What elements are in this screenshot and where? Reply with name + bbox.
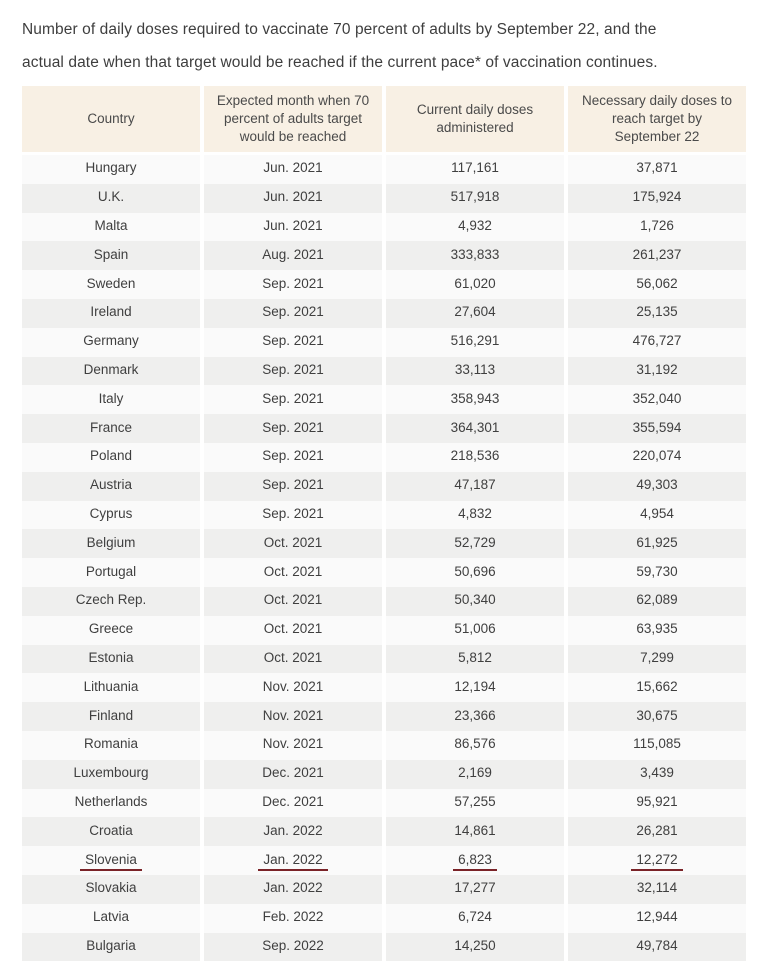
- vaccination-table: [22, 86, 746, 961]
- month-cell: [204, 270, 382, 299]
- month-cell: [204, 155, 382, 184]
- current-doses-cell: [386, 731, 564, 760]
- country-label: Poland: [89, 448, 133, 464]
- necessary-doses-value: 61,925: [636, 534, 678, 550]
- current-doses-cell: [386, 760, 564, 789]
- country-label: Austria: [89, 477, 133, 493]
- necessary-doses-cell: [568, 270, 746, 299]
- month-label: Aug. 2021: [262, 246, 324, 262]
- country-cell: [22, 702, 200, 731]
- country-cell: [22, 587, 200, 616]
- current-doses-value: 516,291: [450, 333, 500, 349]
- table-row: [22, 731, 746, 760]
- country-cell: [22, 817, 200, 846]
- current-doses-value: 57,255: [454, 793, 496, 809]
- country-cell: [22, 673, 200, 702]
- current-doses-cell: [386, 817, 564, 846]
- month-label: Sep. 2021: [262, 390, 324, 406]
- country-label: Malta: [94, 217, 128, 233]
- chart-title-line-2: actual date when that target would be reached if the current pace* of vaccination continues.: [22, 54, 658, 71]
- necessary-doses-cell: [568, 933, 746, 962]
- country-cell: [22, 789, 200, 818]
- necessary-doses-value: 476,727: [632, 333, 682, 349]
- month-label: Sep. 2021: [262, 448, 324, 464]
- country-label: Sweden: [86, 275, 136, 291]
- necessary-doses-value: 49,784: [636, 937, 678, 953]
- country-cell: [22, 241, 200, 270]
- month-label: Oct. 2021: [263, 621, 323, 637]
- necessary-doses-cell: [568, 587, 746, 616]
- table-row: [22, 760, 746, 789]
- current-doses-cell: [386, 904, 564, 933]
- month-label: Sep. 2022: [262, 937, 324, 953]
- country-cell: [22, 731, 200, 760]
- current-doses-value: 27,604: [454, 304, 496, 320]
- country-cell: [22, 558, 200, 587]
- table-header-current-doses: Current daily doses administered: [386, 86, 564, 152]
- month-label: Jan. 2022: [263, 880, 323, 896]
- table-row: [22, 875, 746, 904]
- current-doses-value: 5,812: [458, 649, 492, 665]
- current-doses-cell: [386, 385, 564, 414]
- necessary-doses-value: 355,594: [632, 419, 682, 435]
- month-cell: [204, 357, 382, 386]
- current-doses-value: 51,006: [454, 621, 496, 637]
- month-cell: [204, 529, 382, 558]
- current-doses-cell: [386, 414, 564, 443]
- necessary-doses-cell: [568, 184, 746, 213]
- country-cell: [22, 213, 200, 242]
- month-label: Sep. 2021: [262, 477, 324, 493]
- current-doses-cell: [386, 501, 564, 530]
- current-doses-value: 6,724: [458, 909, 492, 925]
- country-cell: [22, 846, 200, 875]
- current-doses-cell: [386, 645, 564, 674]
- necessary-doses-value: 220,074: [632, 448, 682, 464]
- current-doses-cell: [386, 846, 564, 875]
- month-cell: [204, 299, 382, 328]
- month-label: Dec. 2021: [262, 793, 324, 809]
- current-doses-cell: [386, 789, 564, 818]
- necessary-doses-cell: [568, 241, 746, 270]
- table-row: [22, 241, 746, 270]
- table-row: [22, 184, 746, 213]
- country-cell: [22, 529, 200, 558]
- current-doses-cell: [386, 155, 564, 184]
- necessary-doses-value: 12,272: [631, 851, 682, 871]
- current-doses-value: 47,187: [454, 477, 496, 493]
- necessary-doses-cell: [568, 760, 746, 789]
- current-doses-value: 4,932: [458, 217, 492, 233]
- necessary-doses-cell: [568, 645, 746, 674]
- country-label: Slovenia: [80, 851, 142, 871]
- necessary-doses-cell: [568, 702, 746, 731]
- necessary-doses-value: 31,192: [636, 361, 678, 377]
- month-cell: [204, 789, 382, 818]
- month-cell: [204, 385, 382, 414]
- table-row: [22, 443, 746, 472]
- table-header-country: Country: [22, 86, 200, 152]
- table-row: [22, 904, 746, 933]
- country-label: Denmark: [83, 361, 139, 377]
- necessary-doses-value: 30,675: [636, 707, 678, 723]
- month-cell: [204, 645, 382, 674]
- necessary-doses-value: 63,935: [636, 621, 678, 637]
- current-doses-value: 33,113: [454, 361, 496, 377]
- country-label: Spain: [93, 246, 129, 262]
- necessary-doses-cell: [568, 299, 746, 328]
- month-label: Sep. 2021: [262, 505, 324, 521]
- necessary-doses-value: 32,114: [636, 880, 678, 896]
- necessary-doses-value: 3,439: [640, 765, 674, 781]
- month-label: Sep. 2021: [262, 333, 324, 349]
- table-row: [22, 645, 746, 674]
- country-label: France: [89, 419, 133, 435]
- country-cell: [22, 904, 200, 933]
- table-row: [22, 328, 746, 357]
- month-cell: [204, 241, 382, 270]
- current-doses-value: 4,832: [458, 505, 492, 521]
- month-label: Nov. 2021: [262, 707, 324, 723]
- current-doses-value: 517,918: [450, 189, 500, 205]
- country-label: Netherlands: [74, 793, 148, 809]
- necessary-doses-value: 12,944: [636, 909, 678, 925]
- current-doses-value: 50,340: [454, 592, 496, 608]
- table-header-necessary-doses: Necessary daily doses to reach target by September 22: [568, 86, 746, 152]
- necessary-doses-cell: [568, 846, 746, 875]
- necessary-doses-value: 4,954: [640, 505, 674, 521]
- month-label: Jan. 2022: [263, 822, 323, 838]
- country-label: Bulgaria: [86, 937, 136, 953]
- necessary-doses-value: 59,730: [636, 563, 678, 579]
- chart-title-line-1: Number of daily doses required to vaccinate 70 percent of adults by September 22, and the: [22, 21, 657, 38]
- current-doses-value: 61,020: [454, 275, 496, 291]
- country-label: Italy: [98, 390, 124, 406]
- month-cell: [204, 558, 382, 587]
- necessary-doses-cell: [568, 213, 746, 242]
- current-doses-cell: [386, 270, 564, 299]
- necessary-doses-value: 56,062: [636, 275, 678, 291]
- necessary-doses-cell: [568, 328, 746, 357]
- country-cell: [22, 414, 200, 443]
- current-doses-value: 14,250: [454, 937, 496, 953]
- country-label: Estonia: [88, 649, 134, 665]
- month-label: Oct. 2021: [263, 592, 323, 608]
- current-doses-cell: [386, 702, 564, 731]
- month-label: Oct. 2021: [263, 534, 323, 550]
- table-row: [22, 270, 746, 299]
- current-doses-cell: [386, 587, 564, 616]
- country-cell: [22, 270, 200, 299]
- necessary-doses-value: 49,303: [636, 477, 678, 493]
- current-doses-cell: [386, 357, 564, 386]
- table-row: [22, 587, 746, 616]
- country-cell: [22, 155, 200, 184]
- current-doses-value: 23,366: [454, 707, 496, 723]
- current-doses-value: 17,277: [454, 880, 496, 896]
- country-label: Portugal: [85, 563, 137, 579]
- current-doses-value: 2,169: [458, 765, 492, 781]
- current-doses-value: 86,576: [454, 736, 496, 752]
- necessary-doses-cell: [568, 616, 746, 645]
- country-label: U.K.: [97, 189, 125, 205]
- current-doses-value: 333,833: [450, 246, 500, 262]
- table-header-row: [22, 86, 746, 152]
- necessary-doses-value: 115,085: [633, 736, 681, 752]
- necessary-doses-cell: [568, 904, 746, 933]
- necessary-doses-value: 15,662: [636, 678, 678, 694]
- country-label: Luxembourg: [73, 765, 149, 781]
- month-cell: [204, 933, 382, 962]
- current-doses-cell: [386, 241, 564, 270]
- table-row: [22, 789, 746, 818]
- country-cell: [22, 501, 200, 530]
- current-doses-cell: [386, 558, 564, 587]
- current-doses-cell: [386, 213, 564, 242]
- month-label: Nov. 2021: [262, 736, 324, 752]
- necessary-doses-value: 1,726: [640, 217, 674, 233]
- necessary-doses-cell: [568, 529, 746, 558]
- month-cell: [204, 673, 382, 702]
- necessary-doses-cell: [568, 472, 746, 501]
- current-doses-cell: [386, 184, 564, 213]
- current-doses-value: 358,943: [450, 390, 500, 406]
- table-row: [22, 501, 746, 530]
- month-label: Jun. 2021: [263, 160, 323, 176]
- country-cell: [22, 357, 200, 386]
- month-cell: [204, 443, 382, 472]
- necessary-doses-value: 95,921: [636, 793, 678, 809]
- current-doses-value: 52,729: [454, 534, 496, 550]
- necessary-doses-cell: [568, 875, 746, 904]
- necessary-doses-value: 175,924: [632, 189, 682, 205]
- current-doses-cell: [386, 299, 564, 328]
- month-cell: [204, 501, 382, 530]
- table-row: [22, 472, 746, 501]
- table-row: [22, 299, 746, 328]
- current-doses-cell: [386, 616, 564, 645]
- month-label: Sep. 2021: [262, 275, 324, 291]
- necessary-doses-cell: [568, 501, 746, 530]
- month-cell: [204, 616, 382, 645]
- month-cell: [204, 760, 382, 789]
- necessary-doses-value: 62,089: [636, 592, 678, 608]
- necessary-doses-cell: [568, 443, 746, 472]
- country-label: Germany: [83, 333, 139, 349]
- month-cell: [204, 328, 382, 357]
- month-cell: [204, 817, 382, 846]
- table-row: [22, 558, 746, 587]
- necessary-doses-cell: [568, 789, 746, 818]
- month-label: Sep. 2021: [262, 361, 324, 377]
- current-doses-value: 50,696: [454, 563, 496, 579]
- necessary-doses-value: 26,281: [636, 822, 678, 838]
- current-doses-cell: [386, 472, 564, 501]
- month-cell: [204, 184, 382, 213]
- country-label: Belgium: [86, 534, 136, 550]
- current-doses-value: 14,861: [454, 822, 496, 838]
- current-doses-value: 218,536: [450, 448, 500, 464]
- chart-title: [22, 13, 746, 79]
- country-cell: [22, 616, 200, 645]
- table-row: [22, 702, 746, 731]
- country-cell: [22, 443, 200, 472]
- table-row: [22, 529, 746, 558]
- country-label: Lithuania: [83, 678, 139, 694]
- necessary-doses-value: 7,299: [640, 649, 674, 665]
- necessary-doses-value: 25,135: [636, 304, 678, 320]
- month-label: Oct. 2021: [263, 649, 323, 665]
- country-cell: [22, 472, 200, 501]
- country-label: Cyprus: [89, 505, 133, 521]
- table-row: [22, 155, 746, 184]
- month-label: Sep. 2021: [262, 304, 324, 320]
- country-label: Ireland: [90, 304, 132, 320]
- table-row: [22, 817, 746, 846]
- month-cell: [204, 731, 382, 760]
- current-doses-cell: [386, 529, 564, 558]
- country-cell: [22, 645, 200, 674]
- month-label: Dec. 2021: [262, 765, 324, 781]
- necessary-doses-cell: [568, 673, 746, 702]
- month-cell: [204, 846, 382, 875]
- necessary-doses-cell: [568, 817, 746, 846]
- country-label: Romania: [83, 736, 139, 752]
- necessary-doses-value: 352,040: [632, 390, 682, 406]
- current-doses-value: 12,194: [454, 678, 496, 694]
- table-row: [22, 846, 746, 875]
- country-label: Croatia: [89, 822, 133, 838]
- table-row: [22, 357, 746, 386]
- country-label: Greece: [88, 621, 134, 637]
- month-cell: [204, 904, 382, 933]
- necessary-doses-cell: [568, 731, 746, 760]
- country-cell: [22, 299, 200, 328]
- current-doses-value: 6,823: [453, 851, 497, 871]
- table-row: [22, 213, 746, 242]
- current-doses-cell: [386, 933, 564, 962]
- current-doses-cell: [386, 673, 564, 702]
- month-cell: [204, 472, 382, 501]
- month-label: Jun. 2021: [263, 189, 323, 205]
- month-cell: [204, 875, 382, 904]
- country-cell: [22, 385, 200, 414]
- necessary-doses-cell: [568, 357, 746, 386]
- table-header-expected-month: Expected month when 70 percent of adults target would be reached: [204, 86, 382, 152]
- month-label: Jun. 2021: [263, 217, 323, 233]
- necessary-doses-cell: [568, 385, 746, 414]
- month-label: Feb. 2022: [262, 909, 324, 925]
- table-row: [22, 673, 746, 702]
- current-doses-cell: [386, 875, 564, 904]
- month-label: Sep. 2021: [262, 419, 324, 435]
- table-row: [22, 414, 746, 443]
- country-cell: [22, 875, 200, 904]
- current-doses-value: 117,161: [451, 160, 499, 176]
- month-cell: [204, 587, 382, 616]
- necessary-doses-cell: [568, 414, 746, 443]
- table-row: [22, 933, 746, 962]
- necessary-doses-value: 261,237: [632, 246, 682, 262]
- month-label: Jan. 2022: [258, 851, 327, 871]
- necessary-doses-cell: [568, 558, 746, 587]
- table-row: [22, 616, 746, 645]
- necessary-doses-value: 37,871: [636, 160, 678, 176]
- table-row: [22, 385, 746, 414]
- month-label: Nov. 2021: [262, 678, 324, 694]
- month-label: Oct. 2021: [263, 563, 323, 579]
- country-label: Finland: [88, 707, 134, 723]
- country-label: Czech Rep.: [75, 592, 147, 608]
- month-cell: [204, 414, 382, 443]
- country-cell: [22, 328, 200, 357]
- country-label: Slovakia: [85, 880, 137, 896]
- current-doses-value: 364,301: [450, 419, 500, 435]
- country-cell: [22, 184, 200, 213]
- current-doses-cell: [386, 443, 564, 472]
- current-doses-cell: [386, 328, 564, 357]
- country-cell: [22, 760, 200, 789]
- country-label: Latvia: [92, 909, 130, 925]
- month-cell: [204, 702, 382, 731]
- necessary-doses-cell: [568, 155, 746, 184]
- table-body: [22, 155, 746, 961]
- month-cell: [204, 213, 382, 242]
- country-cell: [22, 933, 200, 962]
- country-label: Hungary: [85, 160, 137, 176]
